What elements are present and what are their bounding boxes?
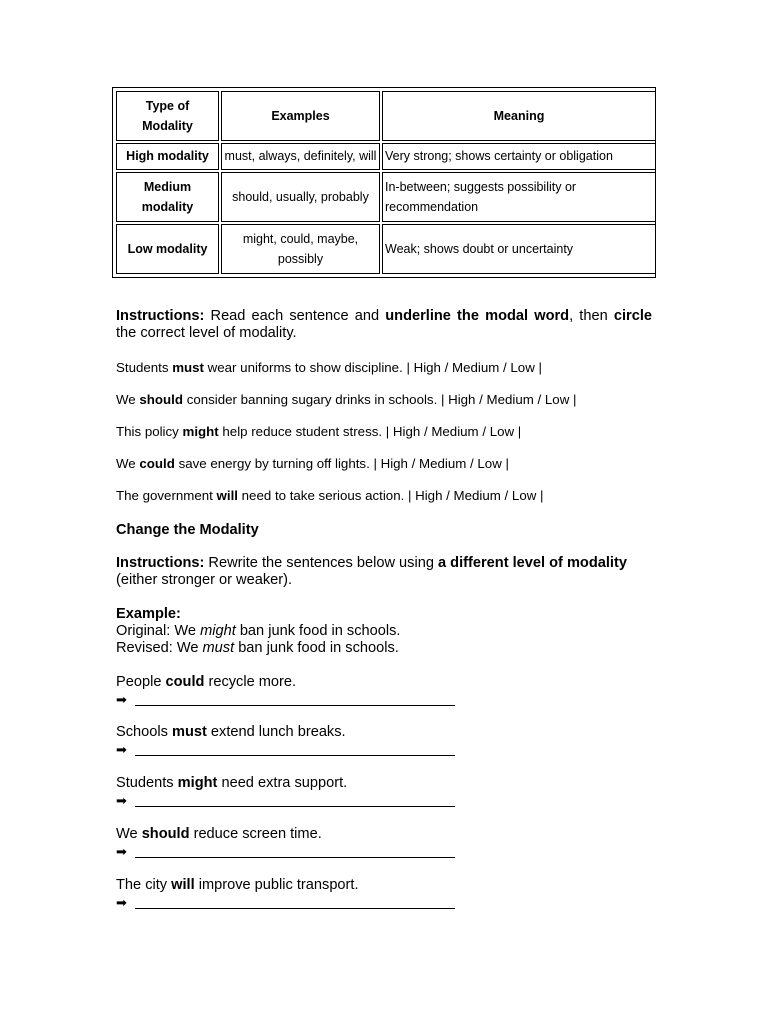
sentence-pre: We [116,392,140,407]
arrow-icon: ➡ [116,793,127,808]
rewrite-pre: People [116,674,166,690]
sentence-post: help reduce student stress. | High / Medium / Low | [218,424,522,439]
instructions-emphasis: underline the modal word [385,308,570,324]
row-examples: might, could, maybe, possibly [221,224,380,274]
modal-word: will [171,877,195,893]
modal-word: could [165,674,205,690]
modal-word: must [171,724,207,740]
rewrite-post: improve public transport. [194,877,359,893]
instructions-label: Instructions: [116,555,205,571]
row-examples: should, usually, probably [221,172,380,222]
header-type: Type of Modality [116,91,219,141]
sentence-item [116,392,576,408]
original-post: ban junk food in schools. [235,623,401,639]
row-type: Medium modality [116,172,219,222]
modal-word: should [141,826,190,842]
row-examples: must, always, definitely, will [221,143,380,169]
modal-word: should [139,392,183,407]
sentence-post: save energy by turning off lights. | High / Medium / Low | [174,456,509,471]
row-meaning: Very strong; shows certainty or obligation [382,143,656,169]
rewrite-pre: Schools [116,724,172,740]
rewrite-item [116,674,296,691]
sentence-item [116,488,543,504]
row-meaning: In-between; suggests possibility or recommendation [382,172,656,222]
rewrite-pre: The city [116,877,172,893]
example-block [116,606,652,657]
rewrite-item [116,826,322,843]
blank-line [135,755,455,756]
table-row [116,224,656,274]
example-revised [116,640,652,657]
answer-line[interactable] [116,741,456,758]
instructions-emphasis: circle [613,308,652,324]
rewrite-item [116,877,359,894]
instructions-text: Read each sentence and [204,308,386,324]
instructions-1 [116,308,652,342]
original-modal: might [200,623,236,639]
rewrite-post: recycle more. [204,674,297,690]
arrow-icon: ➡ [116,895,127,910]
instructions-emphasis: a different level of modality [438,555,627,571]
arrow-icon: ➡ [116,742,127,757]
sentence-post: need to take serious action. | High / Medium / Low | [237,488,544,503]
arrow-icon: ➡ [116,692,127,707]
instructions-2 [116,555,652,589]
blank-line [135,908,455,909]
sentence-pre: This policy [116,424,183,439]
sentence-item [116,424,521,440]
rewrite-pre: Students [116,775,178,791]
sentence-post: consider banning sugary drinks in schools. | High / Medium / Low | [183,392,577,407]
rewrite-item [116,775,347,792]
modal-word: might [177,775,218,791]
blank-line [135,705,455,706]
rewrite-item [116,724,346,741]
revised-pre: Revised: We [116,640,203,656]
table-row [116,143,656,169]
row-type: Low modality [116,224,219,274]
rewrite-pre: We [116,826,142,842]
modal-word: might [182,424,219,439]
modality-table [112,87,656,278]
sentence-post: wear uniforms to show discipline. | High / Medium / Low | [203,360,542,375]
rewrite-post: extend lunch breaks. [206,724,346,740]
instructions-text: , then [569,308,614,324]
answer-line[interactable] [116,894,456,911]
modal-word: will [216,488,238,503]
sentence-item [116,360,542,376]
header-examples: Examples [221,91,380,141]
header-meaning: Meaning [382,91,656,141]
answer-line[interactable] [116,792,456,809]
sentence-pre: The government [116,488,217,503]
rewrite-post: need extra support. [217,775,348,791]
instructions-label: Instructions: [116,308,205,324]
row-type: High modality [116,143,219,169]
revised-modal: must [202,640,235,656]
section-heading: Change the Modality [116,522,259,538]
answer-line[interactable] [116,691,456,708]
row-meaning: Weak; shows doubt or uncertainty [382,224,656,274]
sentence-item [116,456,509,472]
instructions-text: the correct level of modality. [116,325,297,341]
original-pre: Original: We [116,623,201,639]
example-original [116,623,652,640]
arrow-icon: ➡ [116,844,127,859]
blank-line [135,857,455,858]
table-row [116,172,656,222]
modal-word: could [139,456,175,471]
table-header-row [116,91,656,141]
sentence-pre: We [116,456,140,471]
instructions-text: Rewrite the sentences below using [204,555,439,571]
rewrite-post: reduce screen time. [189,826,322,842]
answer-line[interactable] [116,843,456,860]
instructions-text: (either stronger or weaker). [116,572,293,588]
sentence-pre: Students [116,360,173,375]
modal-word: must [172,360,204,375]
example-label: Example: [116,606,181,622]
revised-post: ban junk food in schools. [234,640,399,656]
blank-line [135,806,455,807]
